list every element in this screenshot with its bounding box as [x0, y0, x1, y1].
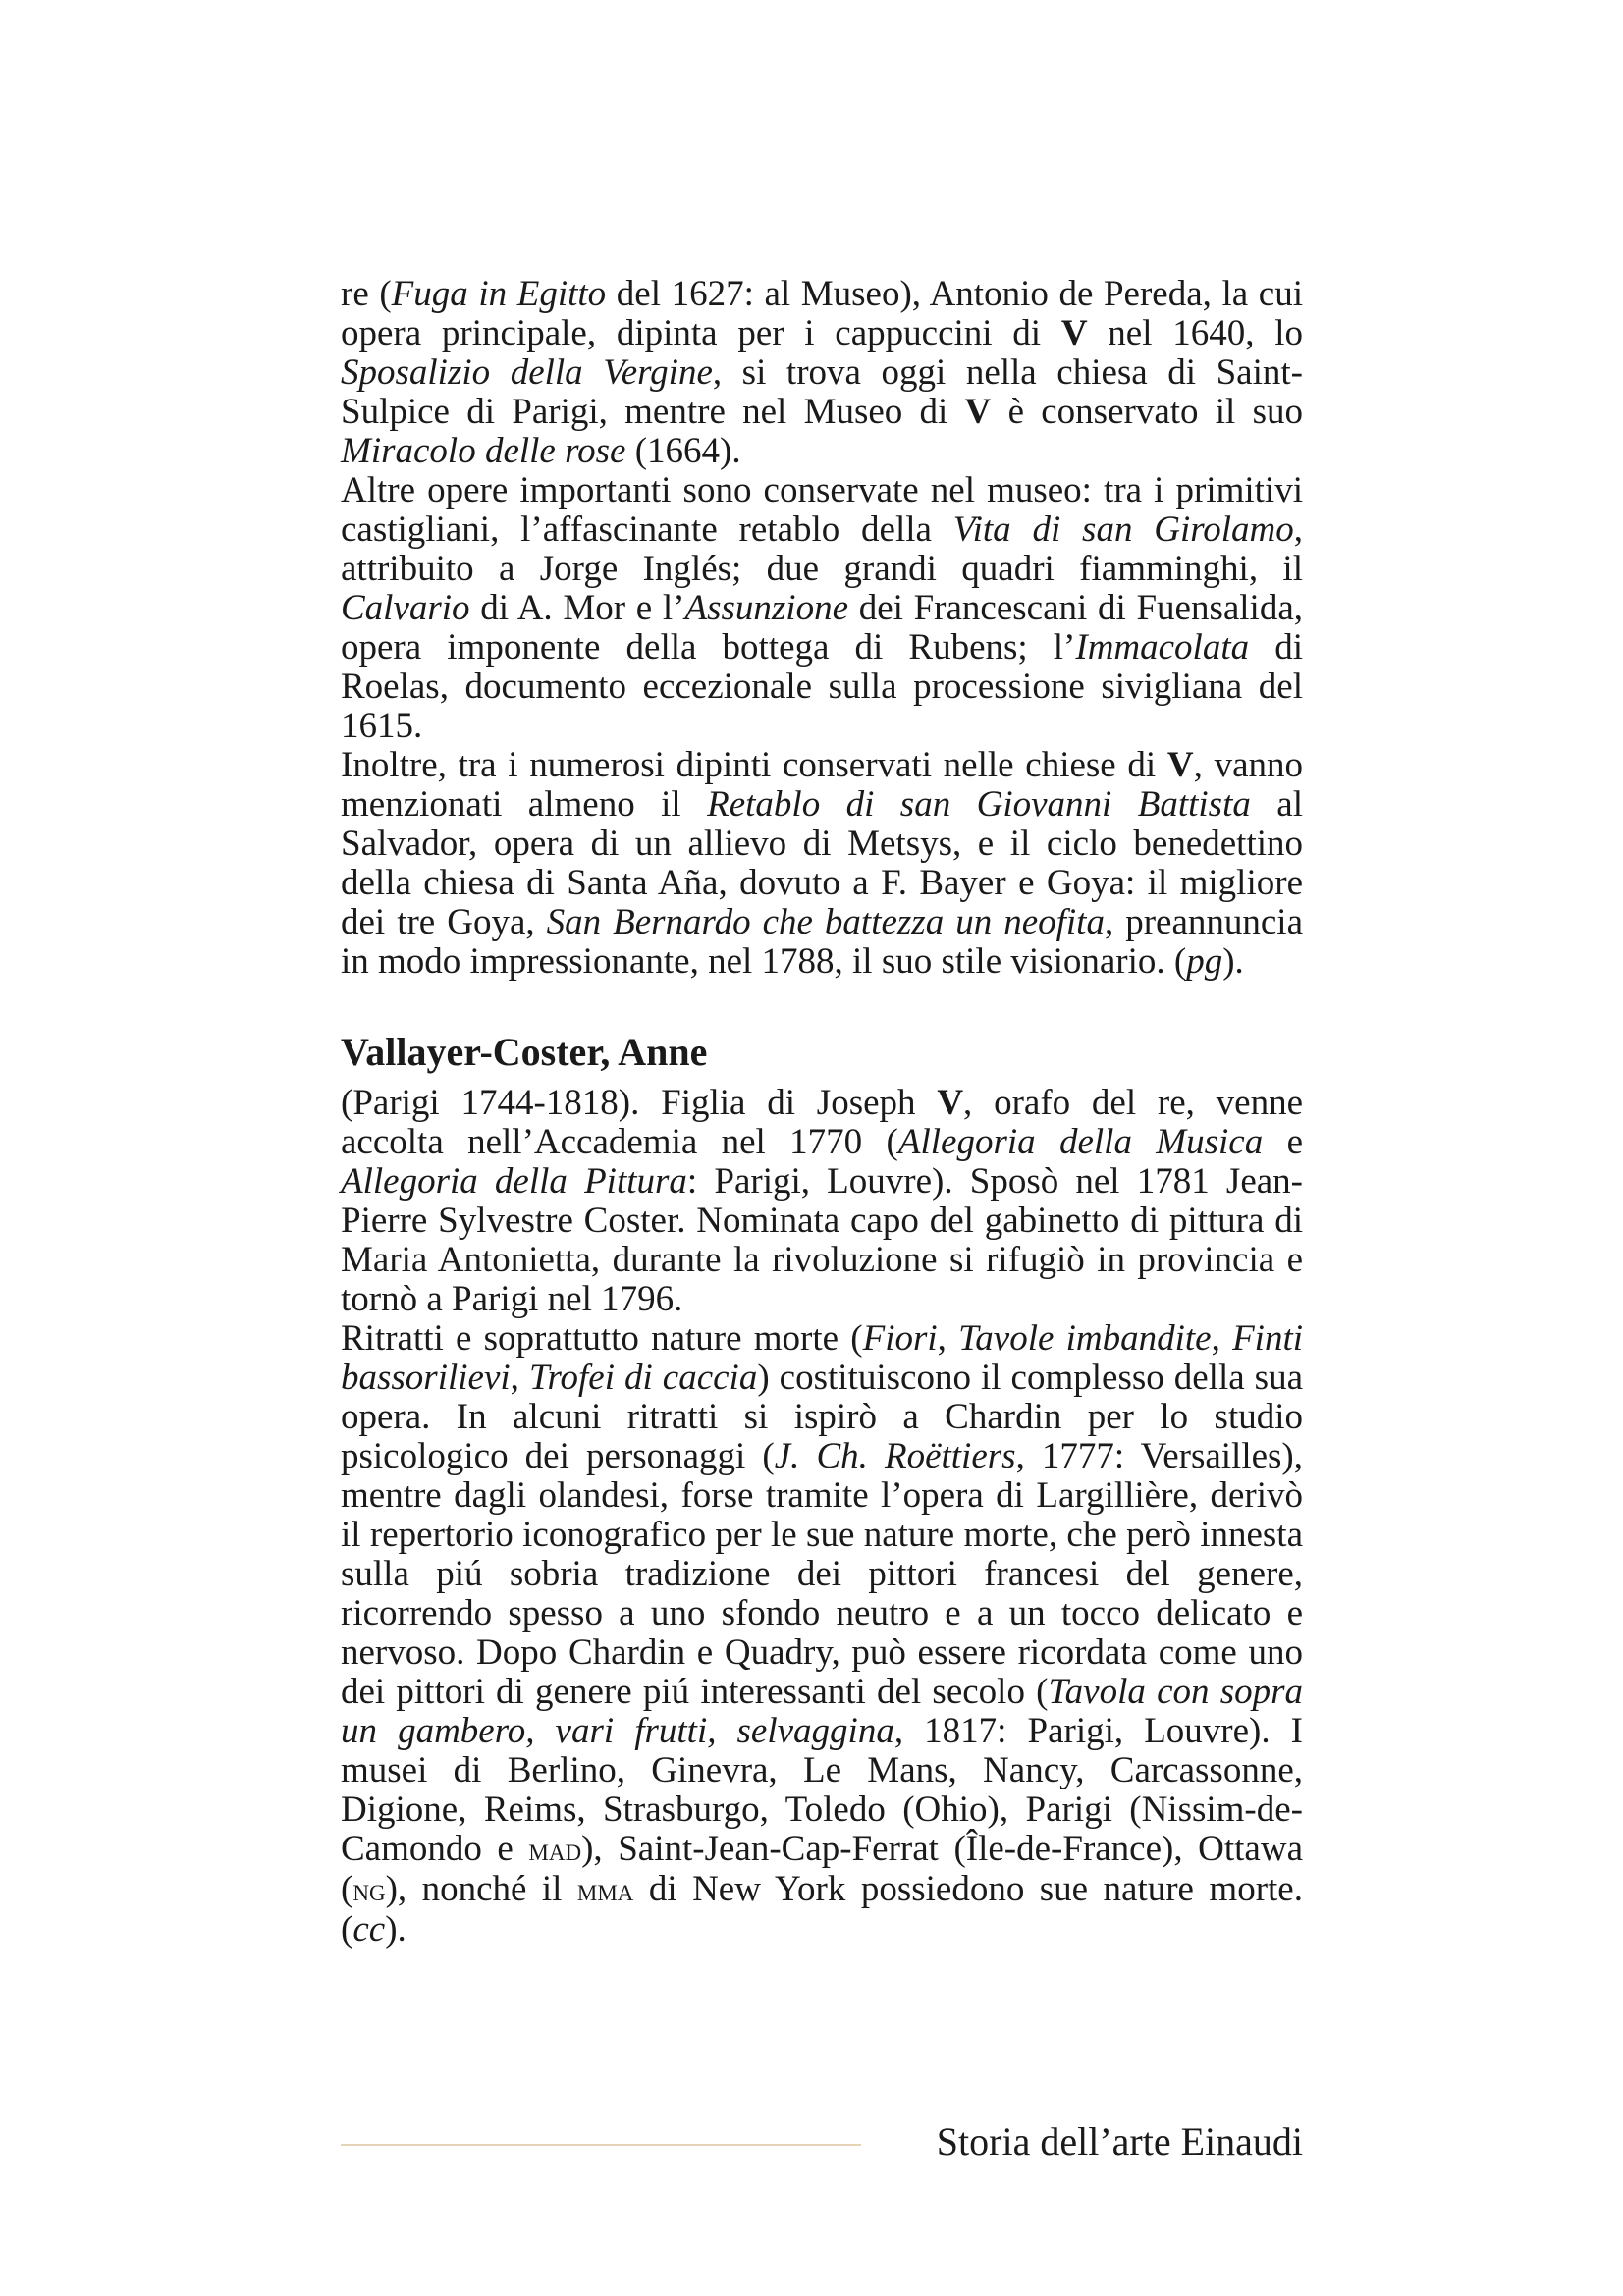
text-run: ) costituiscono il complesso della sua opera. In alcuni ritratti si ispirò a Chardin per lo studio psicologico dei personaggi (	[341, 1358, 1303, 1476]
text-run: è conservato il suo	[991, 392, 1303, 432]
paragraph	[341, 1084, 1303, 1319]
italic-run: Assunzione	[684, 588, 848, 628]
italic-run: Calvario	[341, 588, 470, 628]
footer-rule	[341, 2144, 861, 2146]
bold-run: V	[1060, 313, 1088, 353]
text-run: di A. Mor e l’	[469, 588, 685, 628]
entry-vallayer-coster	[341, 1029, 1303, 1949]
italic-run: Miracolo delle rose	[341, 431, 626, 471]
paragraph	[341, 275, 1303, 471]
italic-run: Finti bassorilievi	[341, 1318, 1304, 1398]
text-run: del 1627: al Museo), Antonio de Pereda, la cui opera principale, dipinta per i cappuccini di	[341, 274, 1303, 353]
text-column	[341, 275, 1303, 1949]
italic-run: Immacolata	[1075, 627, 1250, 667]
text-run: , orafo del re, venne accolta nell’Accademia nel 1770 (	[341, 1083, 1303, 1162]
text-run: di New York possiedono sue nature morte. (	[341, 1869, 1303, 1949]
text-run: di Roelas, documento eccezionale sulla processione sivigliana del 1615.	[341, 627, 1303, 746]
text-run: ,	[937, 1318, 959, 1359]
italic-run: Tavola con sopra un gambero, vari frutti, selvaggina	[341, 1672, 1303, 1751]
text-run: (Parigi 1744-1818). Figlia di Joseph	[341, 1083, 938, 1123]
text-run: al Salvador, opera di un allievo di Metsys, e il ciclo benedettino della chiesa di Santa Aña, dovuto a F. Bayer e Goya: il migliore dei tre Goya,	[341, 784, 1303, 942]
text-run: nel 1640, lo	[1087, 313, 1303, 353]
italic-run: Allegoria della Pittura	[341, 1161, 687, 1201]
smallcaps-run: mad	[528, 1832, 582, 1868]
italic-run: Fuga in Egitto	[391, 274, 607, 314]
bold-run: V	[1166, 745, 1194, 785]
paragraph	[341, 471, 1303, 746]
italic-run: Allegoria della Musica	[897, 1122, 1264, 1162]
page-footer	[341, 2112, 1303, 2171]
text-run: : Parigi, Louvre). Sposò nel 1781 Jean-Pierre Sylvestre Coster. Nominata capo del gabinetto di pittura di Maria Antonietta, durante la rivoluzione si rifugiò in provincia e tornò a Parigi nel 1796.	[341, 1161, 1303, 1319]
text-run: , attribuito a Jorge Inglés; due grandi quadri fiamminghi, il	[341, 509, 1304, 589]
text-run: dei Francescani di Fuensalida, opera imponente della bottega di Rubens; l’	[341, 588, 1304, 667]
text-run: ), nonché il	[385, 1869, 577, 1909]
bold-run: V	[964, 392, 992, 432]
text-run: e	[1263, 1122, 1303, 1162]
paragraph	[341, 746, 1303, 982]
text-run: , 1817: Parigi, Louvre). I musei di Berlino, Ginevra, Le Mans, Nancy, Carcassonne, Digione, Reims, Strasburgo, Toledo (Ohio), Parigi (Nissim-de-Camondo e	[341, 1711, 1303, 1869]
italic-run: Retablo di san Giovanni Battista	[707, 784, 1251, 825]
entry-title: Vallayer-Coster, Anne	[341, 1030, 708, 1074]
text-run: , vanno menzionati almeno il	[341, 745, 1303, 825]
text-run: ).	[385, 1909, 406, 1949]
italic-run: San Bernardo che battezza un neofita	[546, 902, 1105, 942]
text-run: re (	[341, 274, 392, 314]
footer-title: Storia dell’arte Einaudi	[936, 2119, 1303, 2163]
italic-run: Tavole imbandite	[958, 1318, 1212, 1359]
italic-run: pg	[1186, 941, 1223, 982]
italic-run: Sposalizio della Vergine	[341, 352, 713, 393]
smallcaps-run: ng	[352, 1872, 386, 1908]
bold-run: V	[937, 1083, 964, 1123]
text-run: (1664).	[625, 431, 741, 471]
text-run: ,	[510, 1358, 529, 1398]
text-run: Ritratti e soprattutto nature morte (	[341, 1318, 863, 1359]
text-run: , preannuncia in modo impressionante, nel 1788, il suo stile visionario. (	[341, 902, 1303, 982]
italic-run: Fiori	[862, 1318, 938, 1359]
continued-entry-body	[341, 275, 1303, 982]
italic-run: Trofei di caccia	[528, 1358, 758, 1398]
text-run: Inoltre, tra i numerosi dipinti conservati nelle chiese di	[341, 745, 1167, 785]
paragraph	[341, 1319, 1303, 1949]
smallcaps-run: mma	[576, 1872, 634, 1908]
text-run: , si trova oggi nella chiesa di Saint-Sulpice di Parigi, mentre nel Museo di	[341, 352, 1303, 432]
italic-run: J. Ch. Roëttiers	[774, 1436, 1016, 1476]
text-run: Altre opere importanti sono conservate nel museo: tra i primitivi castigliani, l’affascinante retablo della	[341, 470, 1303, 550]
text-run: ), Saint-Jean-Cap-Ferrat (Île-de-France), Ottawa (	[341, 1829, 1303, 1909]
italic-run: Vita di san Girolamo	[952, 509, 1294, 550]
text-run: , 1777: Versailles), mentre dagli olandesi, forse tramite l’opera di Largillière, derivò il repertorio iconografico per le sue nature morte, che però innesta sulla piú sobria tradizione dei pittori francesi del genere, ricorrendo spesso a uno sfondo neutro e a un tocco delicato e nervoso. Dopo Chardin e Quadry, può essere ricordata come uno dei pittori di genere piú interessanti del secolo (	[341, 1436, 1304, 1712]
italic-run: cc	[352, 1909, 386, 1949]
text-run: ,	[1211, 1318, 1233, 1359]
text-run: ).	[1222, 941, 1244, 982]
